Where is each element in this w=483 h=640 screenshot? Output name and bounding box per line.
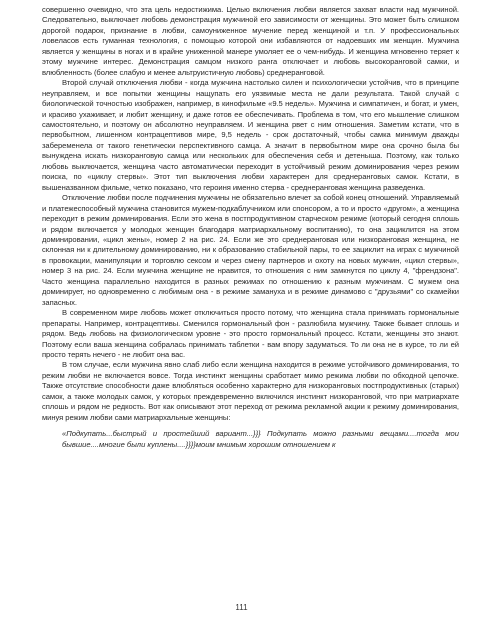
page-number: 111 — [235, 603, 248, 612]
paragraph-1: совершенно очевидно, что эта цель недостижима. Целью включения любви является захват власти над мужчиной. Следовательно, выключает любовь демонстрация мужчиной его зависимости от женщины. Это может быть слишком дорогой подарок, признание в любви, самоуниженное мучение перед женщиной и т.п. У профессиональных ловеласов есть гуманная технология, с помощью которой они избавляются от надоевших им женщин. Мужчина является у женщины в ногах и в крайне униженной манере умоляет ее о чем-нибудь. И женщина мгновенно теряет к этому мужчине интерес. Демонстрация самцом низкого ранга отключает и любовь высокоранговой самки, и влюбленность (более слабую и менее альтруистичную любовь) среднеранговой. — [42, 5, 459, 77]
paragraph-3: Отключение любви после подчинения мужчины не обязательно влечет за собой конец отношений. Управляемый и платежеспособный мужчина становится мужем-подкаблучником или спонсором, а то и просто «другом», а женщина переходит в режим доминирования. Если это жена в постпродуктивном старческом режиме (который сегодня сплошь и рядом включается у молодых женщин благодаря матриархальному воспитанию), то она зациклится на этом доминировании, «цикл жены», номер 2 на рис. 24. Если же это среднеранговая или низкоранговая женщина, не склонная ни к длительному доминированию, ни к образованию стабильной пары, то ее зациклит на играх с мужчиной в провокации, манипуляции и торговлю сексом и через смену партнеров и охоту на новых мужчин, «цикл стервы», номер 3 на рис. 24. Если мужчина женщине не нравится, то отношения с ним замкнутся по циклу 4, "френдзона". Часто женщина параллельно находится в разных режимах по отношению к разным мужчинам. С мужем она доминирует, но одновременно с любимым она - в режиме замануха и в режиме динамово с "друзьями" со скамейки запасных. — [42, 193, 459, 307]
quote-block: «Подкупать...быстрый и простейший вариант...}}} Подкупать можно разными вещами....тогда мои бывшие....многие были куплены....}}}}моим мнимым хорошим отношением к — [62, 429, 459, 449]
paragraph-2: Второй случай отключения любви - когда мужчина настолько силен и психологически устойчив, что в принципе неуправляем, и все попытки женщины нащупать его уязвимые места не дали результата. Такой случай с биологической точностью изображен, например, в кинофильме «9.5 недель». Мужчина и симпатичен, и богат, и умен, и красиво ухаживает, и любит женщину, и даже готов ее обеспечивать. Проблема в том, что его мышление слишком самостоятельно, и поэтому он абсолютно неуправляем. И женщина рвет с ним отношения. Заметим кстати, что в первобытном, лишенном контрацептивов мире, 9,5 недель - срок достаточный, чтобы самка минимум дважды забеременела от такого генетически перспективного самца. А значит в первобытном мире она срочно была бы вынуждена искать низкоранговую самца или нескольких для обеспечения себя и детеныша. Поэтому, как только любовь выключается, женщина часто автоматически переходит в устойчивый режим доминирования через режим поиска, по «циклу стервы». Этот тип выключения любви характерен для среднеранговых самок. Кстати, в вышеназванном фильме, четко показано, что героиня именно стерва - среднеранговая женщина разведенка. — [42, 78, 459, 192]
paragraph-4: В современном мире любовь может отключиться просто потому, что женщина стала принимать гормональные препараты. Например, контрацептивы. Сменился гормональный фон - разлюбила мужчину. Также бывает сплошь и рядом. Ведь любовь на физиологическом уровне - это просто гормональный процесс. Кстати, женщины это знают. Поэтому если ваша женщина собралась принимать таблетки - вам впору задуматься. То ли она не в курсе, то ли ей просто терять нечего - не любит она вас. — [42, 308, 459, 359]
paragraph-5: В том случае, если мужчина явно слаб либо если женщина находится в режиме устойчивого доминирования, то режим любви не включается вовсе. Тогда инстинкт женщины сработает мимо режима любви по обходной цепочке. Также отсутствие способности даже влюбляться особенно характерно для низкоранговых постпродуктивных (старых) самок, а также молодых самок, у которых преждевременно включился инстинкт низкоранговой, что при матриархате сплошь и рядом не редкость. Вот как описывают этот переход от режима рекламной акции к режиму доминирования, минуя режим любви сами матриархальные женщины: — [42, 360, 459, 422]
